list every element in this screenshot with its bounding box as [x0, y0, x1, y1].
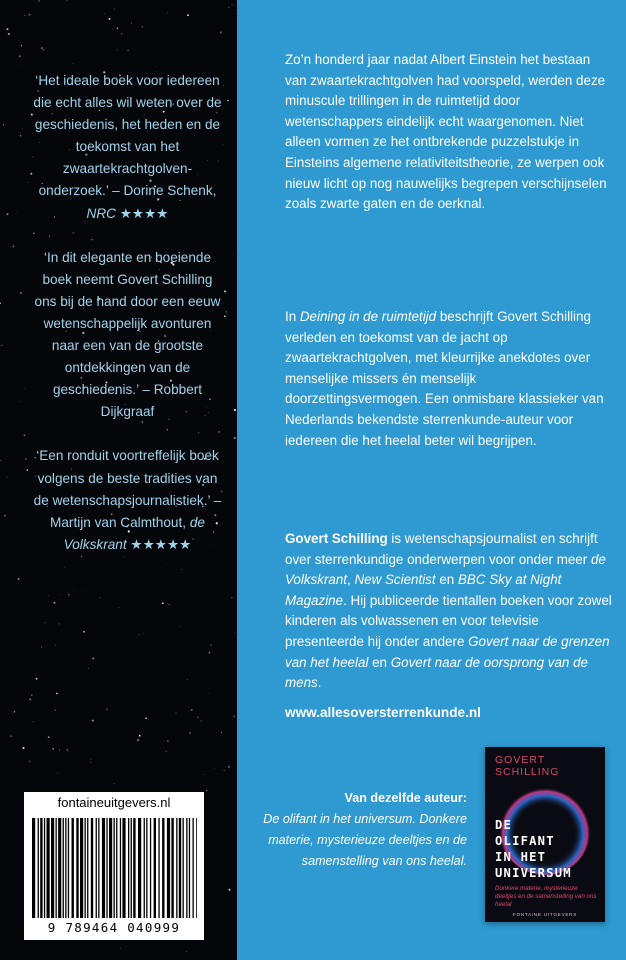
star-dot: [10, 736, 11, 737]
blurb-paragraph-title: In Deining in de ruimtetijd beschrijft Govert Schilling verleden en toekomst van de jacht op zwaartekrachtgolven, met kleurrijke anekdotes over menselijke missers én menselijk doorzettingsvermogen. Een onmisbare klassieker van Nederlands bekendste sterrenkunde-auteur voor iedereen die het heelal beter wil begrijpen.: [285, 309, 604, 448]
barcode-bar: [63, 818, 64, 918]
star-dot: [55, 645, 56, 646]
cover-title: DE OLIFANT IN HET UNIVERSUM: [495, 818, 572, 880]
barcode-bar: [158, 818, 159, 918]
star-dot: [25, 458, 26, 459]
star-dot: [197, 716, 199, 718]
star-dot: [232, 5, 233, 6]
star-dot: [100, 597, 101, 598]
star-dot: [169, 604, 170, 605]
star-dot: [44, 622, 45, 623]
star-dot: [191, 709, 193, 711]
star-dot: [189, 732, 191, 734]
barcode-bar: [183, 818, 184, 918]
cover-publisher: FONTAINE UITGEVERS: [512, 912, 578, 917]
star-dot: [105, 13, 106, 14]
star-dot: [56, 693, 58, 695]
star-dot: [31, 694, 33, 696]
barcode-bar: [133, 818, 135, 918]
star-dot: [108, 18, 110, 20]
star-dot: [90, 762, 91, 763]
star-dot: [131, 23, 132, 24]
star-dot: [143, 633, 144, 634]
barcode-bar: [106, 818, 107, 918]
star-dot: [233, 254, 234, 255]
star-dot: [48, 595, 49, 596]
star-dot: [228, 889, 230, 891]
star-dot: [92, 658, 94, 660]
barcode-bar: [85, 818, 86, 918]
star-dot: [57, 773, 58, 774]
star-dot: [17, 213, 18, 214]
star-dot: [162, 602, 164, 604]
review-quote: ‘Een ronduit voortreffelijk boek volgens de beste tradities van de wetenschapsjournalistiek.’ – Martijn van Calmthout, de Volkskrant ★★★★★: [33, 448, 222, 552]
star-dot: [176, 713, 177, 714]
barcode-bar: [32, 818, 35, 918]
star-dot: [139, 735, 141, 737]
star-dot: [41, 47, 43, 49]
review-quote: ‘In dit elegante en boeiende boek neemt Govert Schilling ons bij de hand door een eeuw wetenschappelijk avonturen naar een van de grootste ontdekkingen van de geschiedenis.’ – Robbert Dijkgraaf: [34, 249, 221, 420]
star-dot: [211, 645, 212, 646]
star-dot: [228, 766, 230, 768]
star-dot: [67, 749, 69, 751]
star-dot: [206, 790, 207, 791]
barcode-bar: [120, 818, 121, 918]
star-dot: [221, 732, 222, 733]
star-dot: [227, 100, 228, 101]
blue-text-panel: [237, 0, 626, 960]
isbn-barcode: [24, 812, 204, 940]
star-dot: [73, 591, 74, 592]
star-dot: [60, 594, 61, 595]
star-dot: [203, 774, 204, 775]
barcode-bar: [80, 818, 83, 918]
star-dot: [24, 434, 26, 436]
barcode-bar: [65, 818, 66, 918]
star-dot: [117, 27, 119, 29]
star-dot: [121, 33, 122, 34]
barcode-bar: [150, 818, 151, 918]
star-dot: [200, 720, 202, 722]
star-dot: [59, 623, 60, 624]
star-dot: [209, 652, 211, 654]
barcode-bar: [176, 818, 177, 918]
star-dot: [138, 634, 139, 635]
star-dot: [6, 213, 8, 215]
barcode-bar: [47, 818, 50, 918]
star-dot: [234, 632, 235, 633]
star-dot: [188, 706, 189, 707]
star-dot: [67, 0, 68, 1]
star-dot: [155, 7, 156, 8]
barcode-bar: [102, 818, 105, 918]
star-dot: [120, 948, 121, 949]
star-dot: [209, 693, 210, 694]
star-dot: [21, 45, 22, 46]
barcode-bar: [167, 818, 170, 918]
star-dot: [26, 469, 28, 471]
star-dot: [24, 15, 25, 16]
barcode-bar: [91, 818, 93, 918]
star-dot: [214, 768, 215, 769]
barcode-bar: [193, 818, 194, 918]
barcode-bar: [131, 818, 132, 918]
barcode-bar: [40, 818, 42, 918]
star-dot: [6, 28, 8, 30]
star-dot: [36, 678, 38, 680]
star-dot: [18, 578, 20, 580]
isbn-digits: 9 789464 040999: [47, 920, 181, 935]
star-dot: [127, 50, 128, 51]
barcode-bars: [32, 818, 197, 918]
star-dot: [3, 124, 4, 125]
star-dot: [0, 460, 1, 461]
star-dot: [28, 182, 29, 183]
author-name: Govert Schilling: [285, 531, 388, 546]
star-dot: [20, 402, 21, 403]
star-dot: [114, 9, 115, 10]
star-dot: [22, 747, 24, 749]
barcode-bar: [196, 818, 197, 918]
star-dot: [83, 631, 85, 633]
star-dot: [117, 50, 118, 51]
star-dot: [142, 26, 144, 28]
reviews-column: [30, 70, 225, 578]
star-dot: [41, 647, 42, 648]
barcode-bar: [138, 818, 141, 918]
star-dot: [59, 750, 60, 751]
other-book-cover: [485, 747, 605, 922]
barcode-bar: [56, 818, 57, 918]
publisher-website: fontaineuitgevers.nl: [24, 792, 204, 813]
barcode-bar: [186, 818, 187, 918]
star-dot: [14, 711, 15, 712]
star-dot: [19, 55, 21, 57]
star-dot: [88, 668, 89, 669]
star-dot: [68, 594, 69, 595]
star-dot: [29, 14, 31, 16]
barcode-bar: [154, 818, 156, 918]
barcode-bar: [109, 818, 112, 918]
barcode-bar: [128, 818, 129, 918]
star-dot: [29, 698, 31, 700]
star-dot: [180, 626, 181, 627]
barcode-bar: [76, 818, 78, 918]
barcode-bar: [68, 818, 69, 918]
barcode-bar: [38, 818, 39, 918]
star-dot: [114, 783, 115, 784]
star-dot: [52, 748, 54, 750]
star-dot: [187, 14, 189, 16]
barcode-bar: [179, 818, 181, 918]
star-dot: [137, 739, 139, 741]
barcode-bar: [144, 818, 145, 918]
cover-author: GOVERT SCHILLING: [495, 754, 560, 778]
star-dot: [20, 135, 21, 136]
also-by-heading: Van dezelfde auteur:: [344, 791, 467, 805]
star-dot: [92, 720, 94, 722]
barcode-bar: [122, 818, 125, 918]
barcode-bar: [171, 818, 173, 918]
star-dot: [19, 65, 20, 66]
star-dot: [228, 7, 229, 8]
barcode-bar: [96, 818, 97, 918]
star-dot: [4, 515, 6, 517]
star-dot: [24, 388, 25, 389]
star-dot: [20, 292, 21, 293]
barcode-bar: [98, 818, 99, 918]
starfield-panel: [0, 0, 237, 960]
blurb-paragraph: Zo’n honderd jaar nadat Albert Einstein het bestaan van zwaartekrachtgolven had voorspeld, werden deze minuscule trillingen in de ruimtetijd door wetenschappers eindelijk echt waargenomen. Niet alleen vormen ze het ontbrekende puzzelstukje in Einsteins algemene relativiteitstheorie, ze werpen ook nieuw licht op nog nauwelijks begrepen verschijnselen zoals zwarte gaten en de oerknal.: [285, 52, 607, 212]
star-dot: [53, 602, 55, 604]
star-dot: [118, 607, 119, 608]
star-dot: [80, 668, 81, 669]
star-dot: [22, 128, 23, 129]
star-dot: [106, 709, 107, 710]
star-dot: [38, 0, 40, 2]
star-dot: [150, 714, 151, 715]
star-dot: [167, 12, 168, 13]
barcode-bar: [189, 818, 190, 918]
barcode-bar: [162, 818, 164, 918]
book-title-italic: Deining in de ruimtetijd: [299, 309, 437, 324]
barcode-bar: [116, 818, 117, 918]
also-by-author: [237, 788, 467, 872]
star-dot: [48, 736, 50, 738]
star-dot: [8, 33, 10, 35]
barcode-bar: [51, 818, 54, 918]
star-dot: [234, 437, 236, 439]
star-dot: [86, 590, 87, 591]
star-dot: [73, 63, 74, 64]
star-dot: [145, 717, 147, 719]
star-dot: [186, 951, 187, 952]
star-dot: [33, 721, 34, 722]
star-dot: [226, 311, 227, 312]
star-dot: [91, 759, 92, 760]
star-dot: [13, 246, 14, 247]
star-dot: [29, 760, 31, 762]
star-dot: [42, 49, 44, 51]
star-dot: [1, 345, 3, 347]
barcode-bar: [44, 818, 45, 918]
barcode-bar: [72, 818, 74, 918]
cover-subtitle: Donkere materie, mysterieuze deeltjes en de samenstelling van ons heelal: [495, 885, 597, 908]
star-dot: [6, 476, 7, 477]
barcode-bar: [114, 818, 115, 918]
star-dot: [187, 679, 188, 680]
star-dot: [167, 740, 169, 742]
star-dot: [0, 303, 1, 304]
also-by-title: De olifant in het universum. Donkere materie, mysterieuze deeltjes en de samenstelling van ons heelal.: [263, 812, 467, 868]
barcode-bar: [58, 818, 61, 918]
barcode-bar: [146, 818, 147, 918]
author-website: www.allesoversterrenkunde.nl: [285, 705, 481, 720]
star-dot: [233, 715, 235, 717]
star-dot: [224, 770, 225, 771]
barcode-bar: [87, 818, 88, 918]
star-dot: [55, 710, 56, 711]
author-bio: Govert Schilling is wetenschapsjournalist en schrijft over sterrenkundige onderwerpen voor onder meer de Volkskrant, New Scientist en BBC Sky at Night Magazine. Hij publiceerde tientallen boeken voor zowel kinderen als volwassenen en voor televisie presenteerde hij onder andere Govert naar de grenzen van het heelal en Govert naar de oorsprong van de mens.: [285, 531, 612, 691]
star-dot: [231, 597, 232, 598]
star-dot: [166, 751, 167, 752]
star-dot: [234, 409, 236, 411]
review-quote: ‘Het ideale boek voor iedereen die echt alles wil weten over de geschiedenis, het heden en de toekomst van het zwaartekrachtgolven-onderzoek.’ – Dorine Schenk, NRC ★★★★: [33, 73, 222, 221]
star-dot: [220, 31, 222, 33]
